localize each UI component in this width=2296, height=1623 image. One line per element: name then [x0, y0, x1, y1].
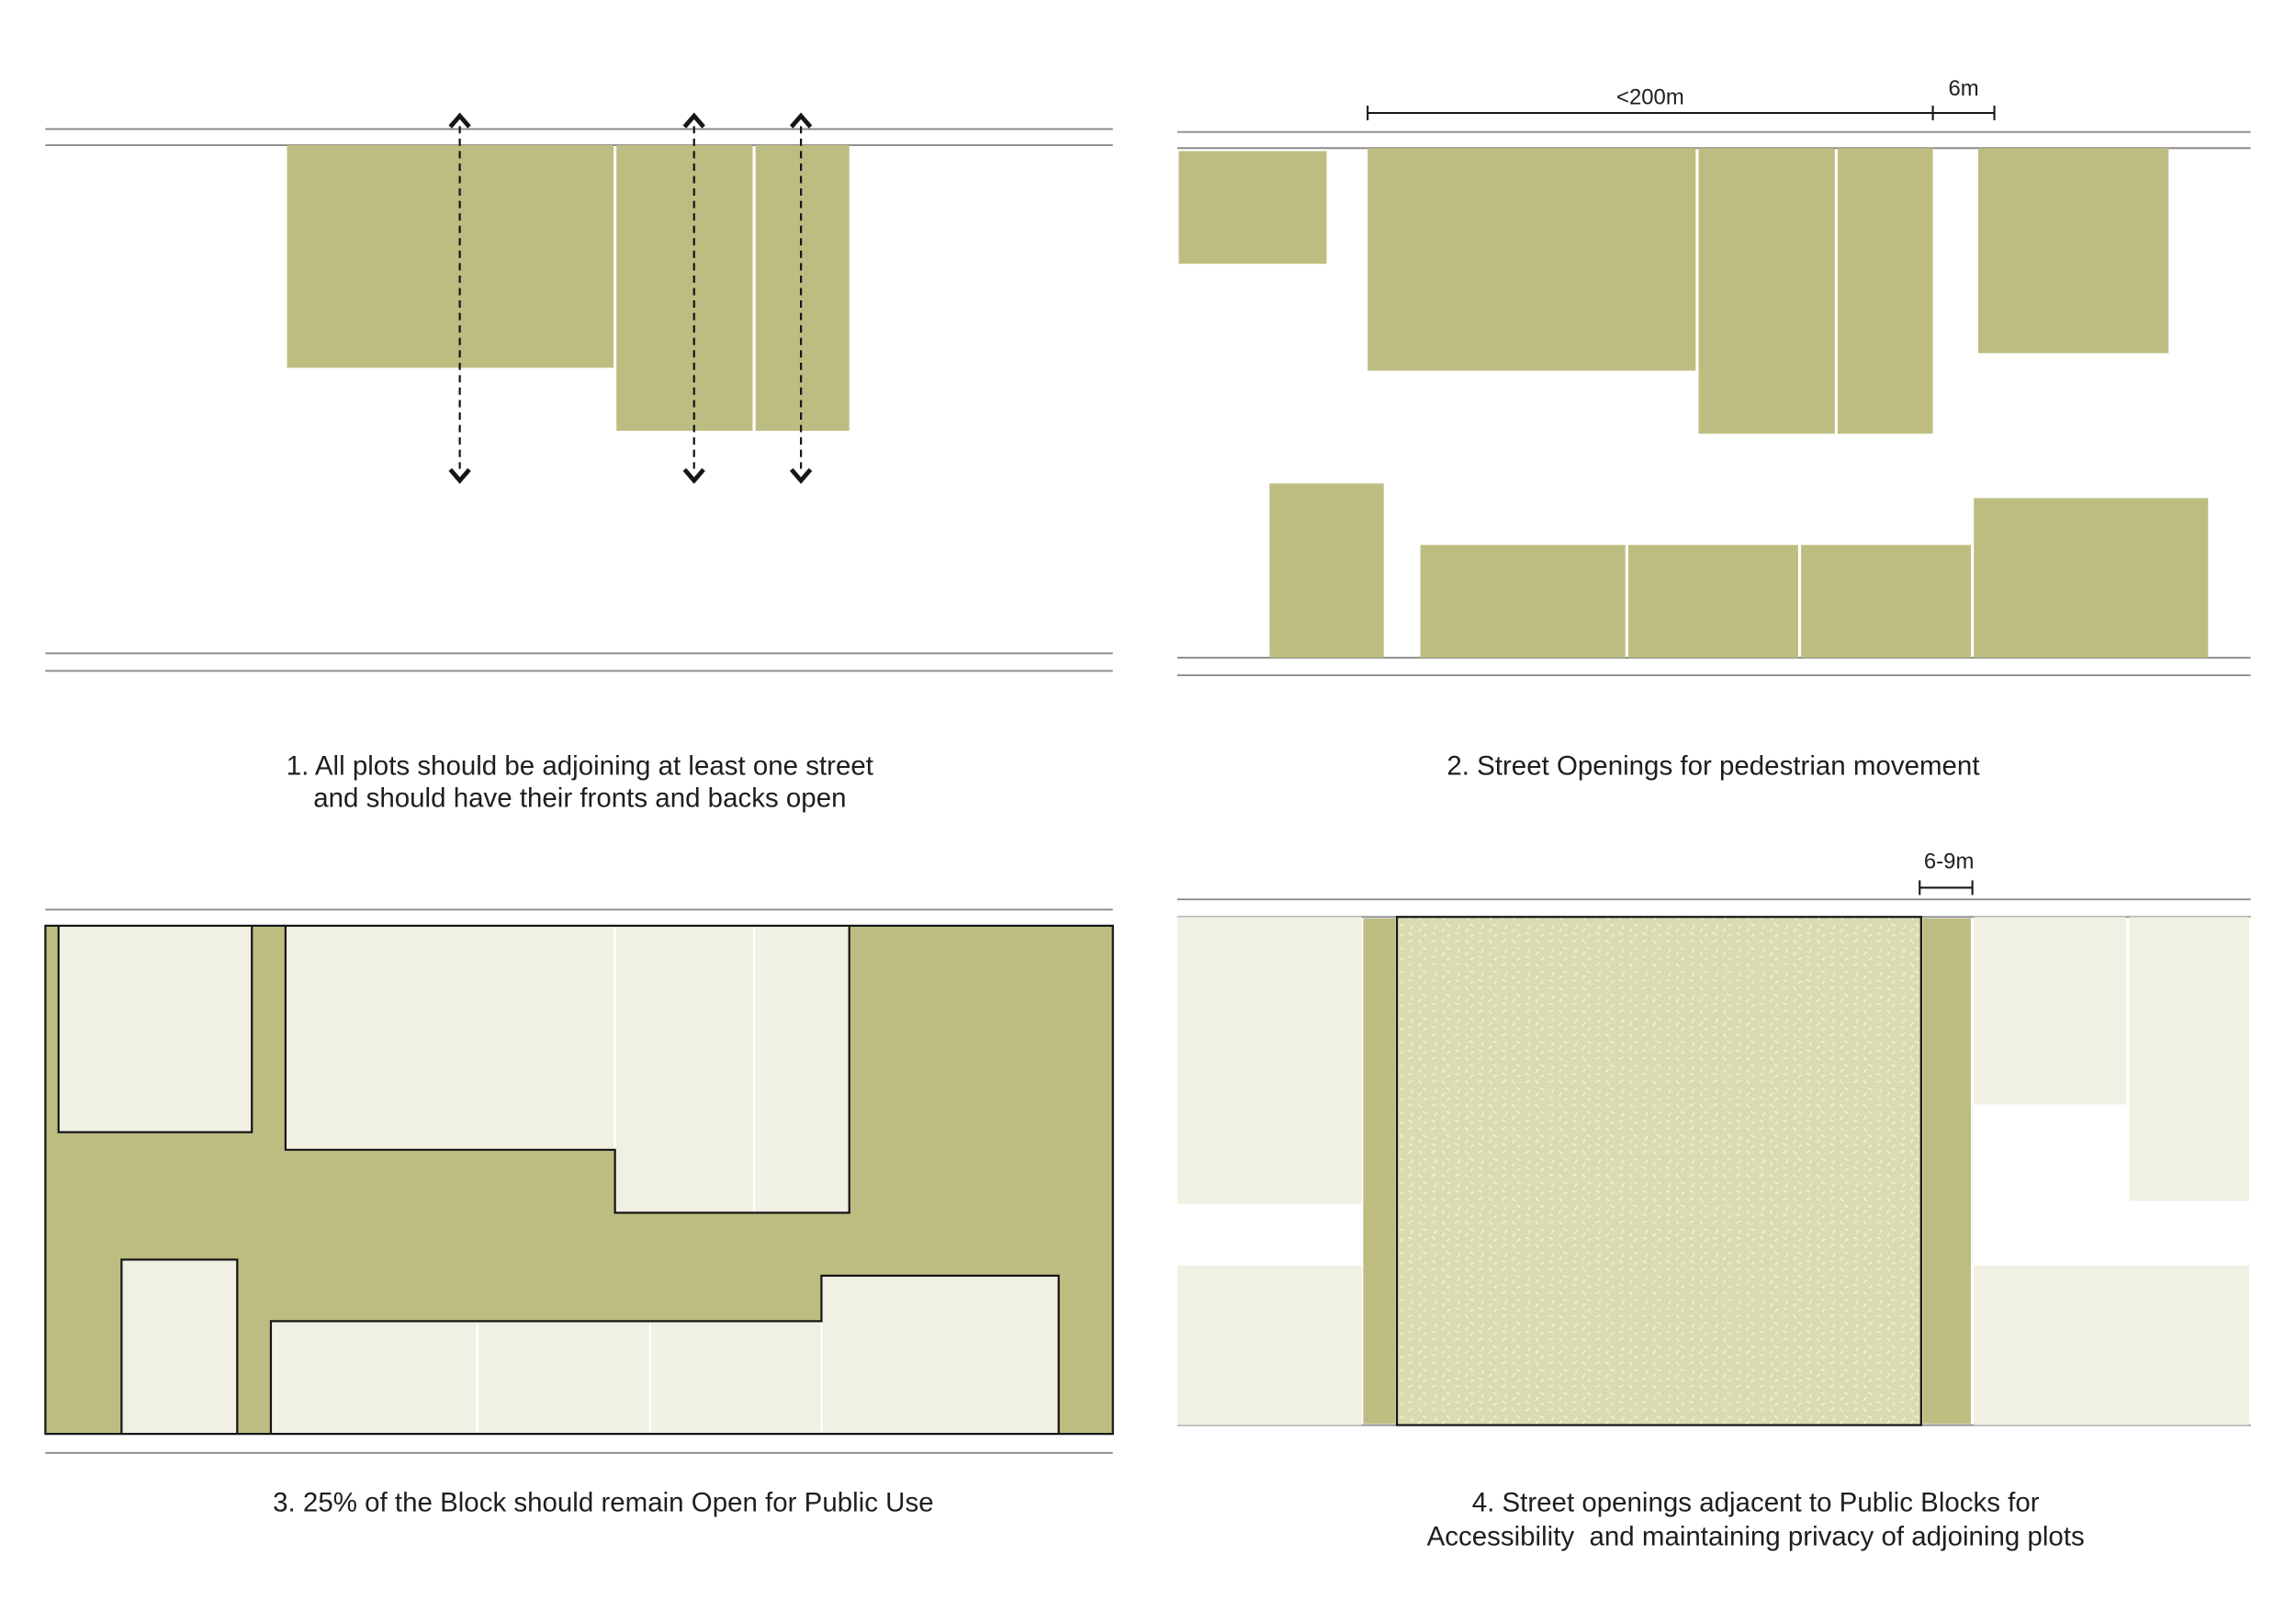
dimension-opening-width: [1919, 850, 1974, 896]
caption-line: and should have their fronts and backs open: [313, 783, 847, 814]
arrowhead-up-icon: [450, 116, 469, 127]
caption-line: 2. Street Openings for pedestrian movement: [1446, 750, 1980, 782]
adjoining-plot: [2129, 917, 2249, 1200]
street-opening: [1363, 919, 1395, 1424]
dimension-label: <200m: [1615, 85, 1684, 110]
plot: [616, 145, 752, 431]
plot: [1367, 148, 1695, 370]
plot: [1974, 498, 2208, 658]
private-plot: [59, 926, 252, 1133]
panel-3-public-open-space: [45, 909, 1112, 1517]
dimension-label: 6-9m: [1923, 849, 1975, 874]
adjoining-plot: [1177, 1266, 1362, 1426]
caption-line: Accessibility and maintaining privacy of adjoining plots: [1426, 1521, 2085, 1552]
plot: [1421, 545, 1626, 658]
arrowhead-down-icon: [792, 469, 811, 480]
plot: [1978, 148, 2168, 353]
plot: [1269, 483, 1383, 658]
adjoining-plot: [1177, 917, 1362, 1204]
plot: [287, 145, 614, 367]
arrowhead-down-icon: [684, 469, 703, 480]
adjoining-plot: [1974, 1266, 2249, 1426]
dimension-block-length: [1367, 76, 1994, 120]
plot: [1178, 151, 1326, 264]
arrowhead-down-icon: [450, 469, 469, 480]
panel-2-street-openings: [1177, 76, 2251, 782]
private-plot: [121, 1259, 237, 1434]
dimension-label: 6m: [1948, 75, 1979, 101]
caption-line: 4. Street openings adjacent to Public Blocks for: [1471, 1487, 2040, 1518]
plot: [1628, 545, 1798, 658]
panel-4-public-block-openings: [1177, 850, 2251, 1552]
street-opening: [1922, 919, 1971, 1424]
panel-1-street-frontage: [45, 116, 1112, 814]
plot: [1801, 545, 1971, 658]
plot: [1698, 148, 1834, 434]
public-block: [1397, 917, 1921, 1425]
arrowhead-up-icon: [792, 116, 811, 127]
adjoining-plot: [1974, 917, 2126, 1104]
plot: [1838, 148, 1933, 434]
caption-line: 1. All plots should be adjoining at least one street: [286, 750, 874, 782]
plot: [756, 145, 850, 431]
arrowhead-up-icon: [684, 116, 703, 127]
caption-line: 3. 25% of the Block should remain Open for Public Use: [273, 1487, 934, 1518]
